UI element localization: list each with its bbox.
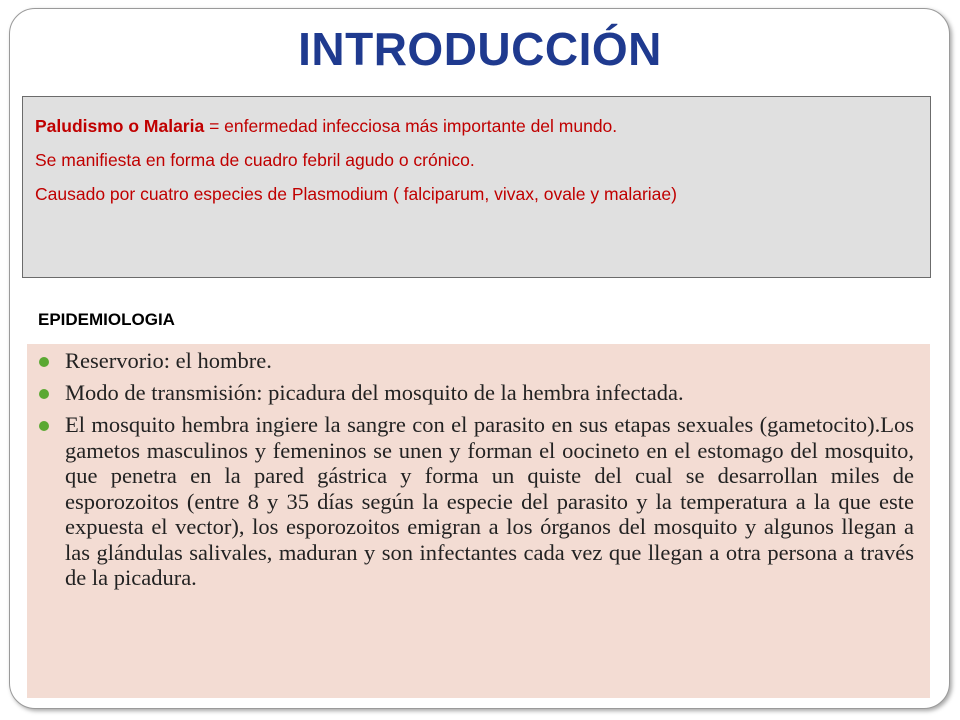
bullet-dot-icon — [39, 389, 49, 399]
intro-line-manifestation: Se manifiesta en forma de cuadro febril agudo o crónico. — [35, 150, 475, 170]
intro-box — [22, 96, 931, 278]
slide-title: INTRODUCCIÓN — [298, 23, 662, 75]
intro-line-definition — [35, 115, 918, 137]
epidemiology-list — [39, 348, 914, 591]
intro-definition-text: = enfermedad infecciosa más importante del mundo. — [204, 116, 618, 136]
epidemiology-item-text: El mosquito hembra ingiere la sangre con el parasito en sus etapas sexuales (gametocito).Los gametos masculinos y femeninos se unen y forman el oocineto en el estomago del mosquito, que penetra en la pared gástrica y forma un quiste del cual se desarrollan miles de esporozoitos (entre 8 y 35 días según la especie del parasito y la temperatura a la que este expuesta el vector), los esporozoitos emigran a los órganos del mosquito y algunos llegan a las glándulas salivales, maduran y son infectantes cada vez que llegan a otra persona a través de la picadura. — [65, 412, 914, 590]
bullet-dot-icon — [39, 421, 49, 431]
intro-term: Paludismo o Malaria — [35, 116, 205, 136]
epidemiology-box — [27, 344, 930, 698]
epidemiology-item-life-cycle — [39, 412, 914, 591]
intro-line-cause: Causado por cuatro especies de Plasmodium ( falciparum, vivax, ovale y malariae) — [35, 184, 677, 204]
epidemiology-item-transmission — [39, 380, 914, 406]
epidemiology-item-reservoir — [39, 348, 914, 374]
epidemiology-item-text: Modo de transmisión: picadura del mosquito de la hembra infectada. — [65, 380, 684, 405]
bullet-dot-icon — [39, 357, 49, 367]
epidemiology-heading: EPIDEMIOLOGIA — [38, 310, 175, 329]
epidemiology-item-text: Reservorio: el hombre. — [65, 348, 272, 373]
